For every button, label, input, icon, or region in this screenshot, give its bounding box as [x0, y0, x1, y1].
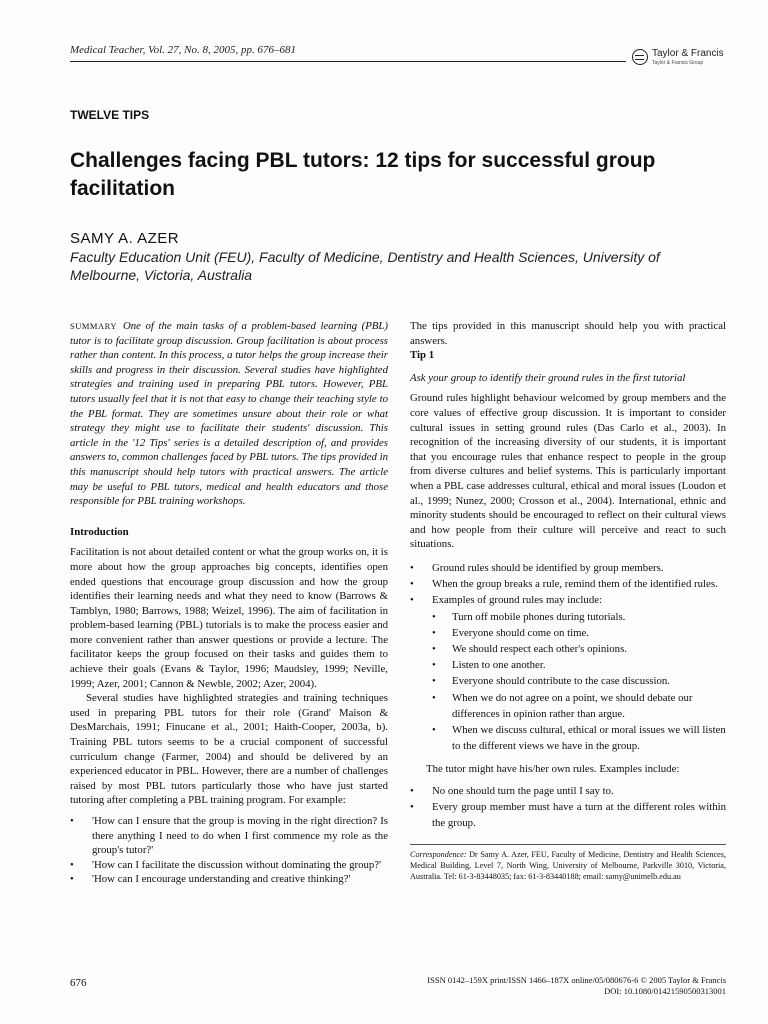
- list-item: • When we discuss cultural, ethical or moral issues we will listen to the different views we have in the group.: [432, 722, 726, 754]
- tip-1-heading: Tip 1: [410, 349, 435, 362]
- doi-line: DOI: 10.1080/01421590500313001: [604, 986, 726, 996]
- left-column: [70, 319, 388, 887]
- tips-intro-paragraph: The tips provided in this manuscript should help you with practical answers.: [410, 320, 726, 347]
- page-number: 676: [70, 977, 87, 989]
- list-item: • No one should turn the page until I say to.: [410, 783, 726, 799]
- ground-rules-list: [410, 560, 726, 609]
- journal-citation: Medical Teacher, Vol. 27, No. 8, 2005, pp. 676–681: [70, 44, 296, 56]
- introduction-heading: Introduction: [70, 525, 129, 538]
- list-item: • Everyone should come on time.: [432, 625, 726, 641]
- publisher-logo: [632, 46, 732, 70]
- list-item: • Every group member must have a turn at the different roles within the group.: [410, 799, 726, 831]
- summary-label: SUMMARY: [70, 321, 117, 331]
- ground-rule-examples-list: [410, 609, 726, 755]
- list-item: • Examples of ground rules may include:: [410, 592, 726, 608]
- list-item: • Ground rules should be identified by group members.: [410, 560, 726, 576]
- tip-1-subheading: Ask your group to identify their ground rules in the first tutorial: [410, 371, 686, 384]
- issn-line: ISSN 0142–159X print/ISSN 1466–187X online/05/080676-6 © 2005 Taylor & Francis: [427, 975, 726, 985]
- publisher-name: Taylor & Francis: [652, 48, 724, 59]
- list-item: • When we do not agree on a point, we should debate our differences in opinion rather than argue.: [432, 690, 726, 722]
- tutor-rules-list: [410, 783, 726, 832]
- summary-text: One of the main tasks of a problem-based learning (PBL) tutor is to facilitate group discussion. Group facilitation is about process rather than content. In this process, a tutor helps the group increase their skills and progress in their discussion. Several studies have highlighted strategies and training used in preparing PBL tutors. However, PBL tutors usually feel that it is not that easy to change their teaching style to the PBL format. They are sometimes unsure about their role or what strategy they might use to facilitate their students' discussion. This article in the '12 Tips' series is a detailed description of, and provides answers to, common challenges faced by PBL tutors. The tips provided in this manuscript should help tutors with practical answers. The article may be useful to PBL tutors, medical and health educators and those responsible for PBL training workshops.: [70, 320, 388, 508]
- footnote-rule: [410, 844, 726, 845]
- correspondence-note: [410, 849, 726, 882]
- list-item: • 'How can I facilitate the discussion without dominating the group?': [70, 858, 388, 873]
- list-item: • We should respect each other's opinions.: [432, 641, 726, 657]
- correspondence-label: Correspondence:: [410, 849, 467, 859]
- list-item: • 'How can I encourage understanding and creative thinking?': [70, 872, 388, 887]
- list-item: • When the group breaks a rule, remind them of the identified rules.: [410, 576, 726, 592]
- list-item: • Everyone should contribute to the case discussion.: [432, 673, 726, 689]
- intro-paragraph-1: Facilitation is not about detailed content or what the group works on, it is more about how the group approaches big concepts, identifies open ended questions that encourage group discussion and how the group identifies their learning needs and what they need to know (Barrows & Tamblyn, 1980; Barrows, 1988; Weizel, 1996). The aim of facilitation in problem-based learning (PBL) tutorials is to make the process easier and more convenient rather than answer questions or provide a lecture. The facilitator keeps the group focused on their tasks and guides them to achieve their goals (Evans & Taylor, 1996; Maudsley, 1999; Neville, 1999; Azer, 2001; Cannon & Newble, 2002; Azer, 2004).: [70, 546, 388, 690]
- intro-paragraph-2: Several studies have highlighted strategies and training techniques used in preparing PBL tutors for their role (Grand' Maison & DesMarchais, 1991; Finucane et al., 2001; Haith-Cooper, 2003a, b). Training PBL tutors seems to be a crucial component of successful curriculum change (Farmer, 2004) and should be delivered by an experienced educator in PBL. However, there are a number of challenges raised by most PBL tutors particularly those who have just started tutoring after completing a PBL training program. For example:: [70, 692, 388, 807]
- summary-paragraph: [70, 319, 388, 509]
- list-item: • Turn off mobile phones during tutorials.: [432, 609, 726, 625]
- author-name: SAMY A. AZER: [70, 230, 180, 247]
- publication-info: [427, 975, 726, 997]
- publisher-group: Taylor & Francis Group: [652, 60, 704, 66]
- taylor-francis-logo-icon: [632, 49, 648, 65]
- header-rule: [70, 61, 626, 62]
- article-title: Challenges facing PBL tutors: 12 tips for successful group facilitation: [70, 149, 656, 200]
- correspondence-text: Dr Samy A. Azer, FEU, Faculty of Medicine, Dentistry and Health Sciences, Medical Building, Level 7, North Wing, University of Melbourne, Parkville 3010, Victoria, Australia. Tel: 61-3-83448035; fax: 61-3-83440188; email: samy@unimelb.edu.au: [410, 849, 727, 881]
- list-item: • Listen to one another.: [432, 657, 726, 673]
- tutor-questions-list: [70, 814, 388, 887]
- list-item: • 'How can I ensure that the group is moving in the right direction? Is there anything I need to do when I first commence my role as the group's tutor?': [70, 814, 388, 858]
- series-label: TWELVE TIPS: [70, 108, 150, 122]
- tutor-rules-intro: The tutor might have his/her own rules. Examples include:: [426, 763, 680, 776]
- author-affiliation: Faculty Education Unit (FEU), Faculty of Medicine, Dentistry and Health Sciences, University of Melbourne, Victoria, Australia: [70, 249, 660, 283]
- right-column: [410, 319, 726, 882]
- tip-1-paragraph: Ground rules highlight behaviour welcomed by group members and the core values of effective group discussion. It is important to consider cultural issues in setting ground rules (Das Carlo et al., 2003). In recognition of the increasing diversity of our students, it is important that you encourage rules that enhance respect to people in the group from diverse cultures and belief systems. This is particularly important when a PBL case addresses cultural, ethical and moral issues (Loudon et al., 1999; Nunez, 2000; Crosson et al., 2004). International, ethnic and minority students should be encouraged to reflect on their cultural views and how people from their culture will perceive and react to such situations.: [410, 392, 726, 551]
